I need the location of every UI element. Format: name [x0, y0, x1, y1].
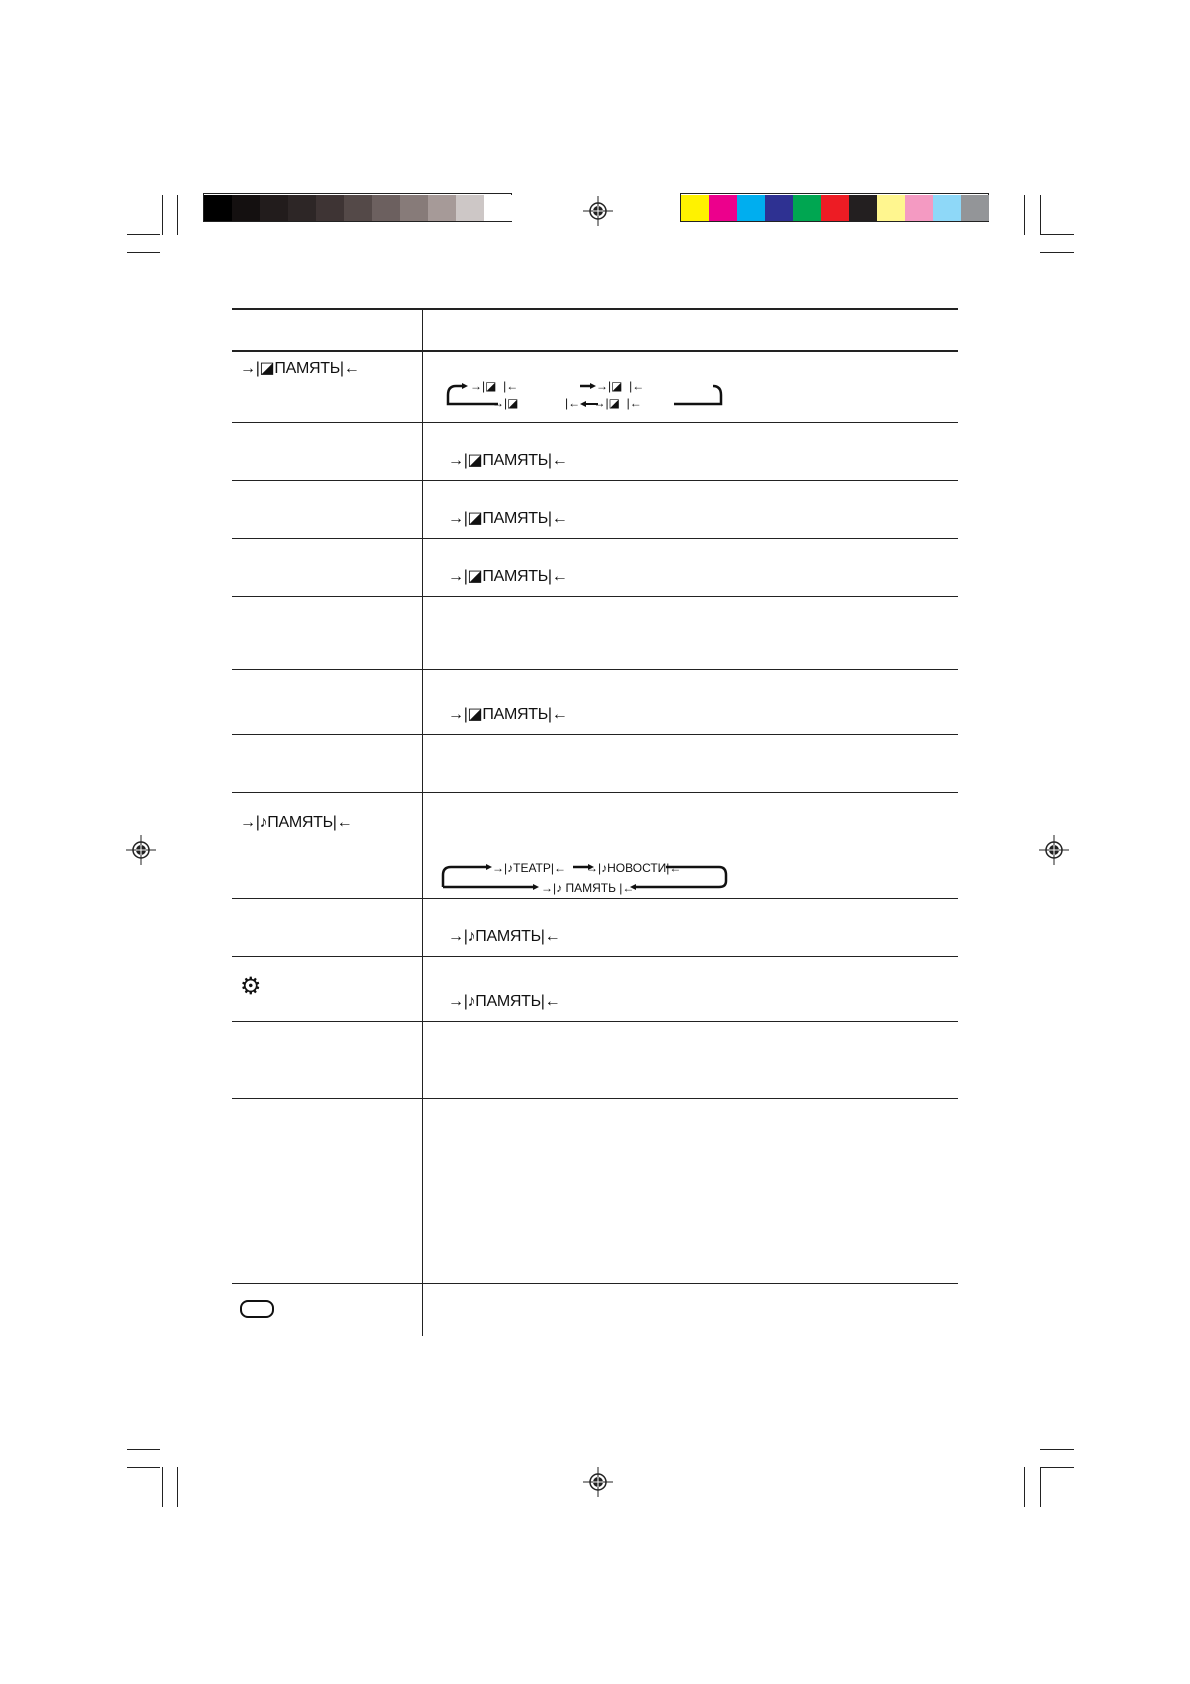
disc-cycle-label-3: →|◪: [492, 396, 519, 410]
registration-target-left: [126, 835, 156, 865]
color-swatch: [961, 195, 989, 221]
memory-label: ПАМЯТЬ: [482, 706, 548, 723]
color-swatch: [260, 195, 288, 221]
color-swatch: [905, 195, 933, 221]
end-bracket-icon: |←: [547, 510, 568, 527]
cycle-item-theatre: →|♪ТЕАТР|←: [492, 861, 566, 875]
row-4-right: [448, 566, 567, 586]
row-6-right: [448, 704, 567, 724]
color-swatch: [316, 195, 344, 221]
row-3-right: [448, 508, 567, 528]
memory-label: ПАМЯТЬ: [565, 881, 616, 895]
color-swatch: [400, 195, 428, 221]
color-swatch: [372, 195, 400, 221]
memory-label: ПАМЯТЬ: [267, 814, 333, 831]
disc-cycle-label-4: |← →|◪ |←: [565, 396, 642, 410]
color-swatch: [765, 195, 793, 221]
row-8-left: [240, 814, 352, 832]
cycle-item-news: →|♪НОВОСТИ|←: [586, 861, 682, 875]
color-swatch: [681, 195, 709, 221]
memory-note-icon: →|♪: [448, 993, 476, 1010]
color-swatch: [456, 195, 484, 221]
disc-cycle-label-1: →|◪ |←: [470, 379, 519, 393]
news-label: НОВОСТИ: [607, 861, 667, 875]
memory-label: ПАМЯТЬ: [482, 452, 548, 469]
row-9-right: [448, 928, 560, 946]
memory-label: ПАМЯТЬ: [475, 928, 541, 945]
color-swatch: [737, 195, 765, 221]
end-bracket-icon: |←: [540, 928, 561, 945]
color-swatch: [204, 195, 232, 221]
end-bracket-icon: |←: [547, 568, 568, 585]
memory-label: ПАМЯТЬ: [475, 993, 541, 1010]
row-10-right: [448, 993, 560, 1011]
color-swatch: [344, 195, 372, 221]
row-2-right: [448, 450, 567, 470]
memory-disc-icon: →|◪: [448, 452, 483, 469]
registration-target-top: [583, 196, 613, 226]
end-bracket-icon: |←: [339, 360, 360, 377]
memory-label: ПАМЯТЬ: [482, 510, 548, 527]
registration-target-right: [1039, 835, 1069, 865]
memory-disc-icon: →|◪: [448, 510, 483, 527]
theatre-label: ТЕАТР: [513, 861, 551, 875]
memory-disc-icon: →|◪: [448, 568, 483, 585]
color-swatch: [877, 195, 905, 221]
registration-target-bottom: [583, 1467, 613, 1497]
memory-label: ПАМЯТЬ: [274, 360, 340, 377]
end-bracket-icon: |←: [547, 706, 568, 723]
memory-label: ПАМЯТЬ: [482, 568, 548, 585]
color-swatch: [821, 195, 849, 221]
color-swatch: [288, 195, 316, 221]
gear-note-icon: ⚙: [240, 973, 262, 1000]
color-swatch: [232, 195, 260, 221]
memory-note-icon: →|♪: [448, 928, 476, 945]
disc-cycle-label-2: →|◪ |←: [596, 379, 645, 393]
row-1-left: [240, 358, 359, 378]
color-swatch: [428, 195, 456, 221]
color-swatch: [709, 195, 737, 221]
end-bracket-icon: |←: [547, 452, 568, 469]
memory-note-icon: →|♪: [240, 814, 268, 831]
color-swatch: [933, 195, 961, 221]
cycle-item-memory: →|♪ ПАМЯТЬ |←: [541, 881, 635, 895]
color-swatch: [484, 195, 512, 221]
rounded-button-icon: [240, 1300, 274, 1318]
end-bracket-icon: |←: [332, 814, 353, 831]
memory-disc-icon: →|◪: [240, 360, 275, 377]
end-bracket-icon: |←: [540, 993, 561, 1010]
color-swatch: [793, 195, 821, 221]
memory-disc-icon: →|◪: [448, 706, 483, 723]
color-swatch: [849, 195, 877, 221]
